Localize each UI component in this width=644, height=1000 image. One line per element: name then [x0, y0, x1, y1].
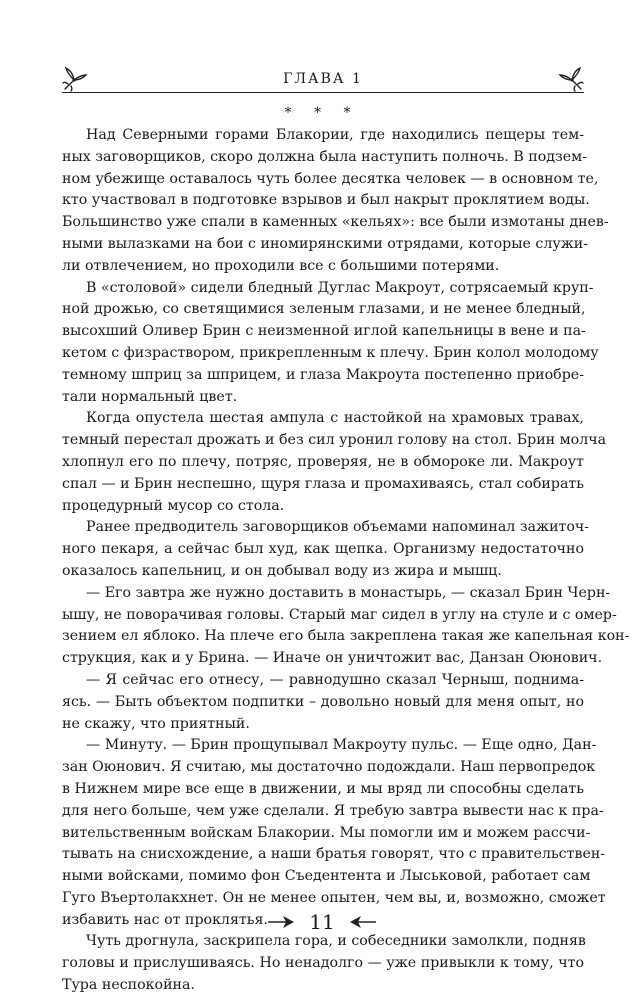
text-line: В «столовой» сидели бледный Дуглас Макроут, сотрясаемый круп-	[86, 279, 594, 296]
text-line: — Я сейчас его отнесу, — равнодушно сказал Черныш, поднима-	[86, 671, 584, 688]
text-line: оказалось капельниц, и он добывал воду из жира и мышц.	[62, 562, 502, 579]
text-line: темный перестал дрожать и без сил уронил голову на стол. Брин молча	[62, 432, 607, 449]
text-line: ясь. — Быть объектом подпитки – довольно новый для меня опыт, но	[62, 693, 584, 710]
page-footer	[0, 910, 644, 936]
text-line: тали нормальный цвет.	[62, 388, 238, 405]
text-line: вительственным войскам Блакории. Мы помогли им и можем рассчи-	[62, 824, 591, 841]
text-line: Когда опустела шестая ампула с настойкой на храмовых травах,	[86, 410, 584, 427]
text-line: струкция, как и у Брина. — Иначе он уничтожит вас, Данзан Оюнович.	[62, 650, 603, 667]
text-line: зан Оюнович. Я считаю, мы достаточно подождали. Наш первопредок	[62, 759, 596, 776]
text-line: Гуго Въертолакхнет. Он не менее опытен, чем вы, и, возможно, сможет	[62, 889, 606, 906]
text-line: для него больше, чем уже сделали. Я требую завтра вывести нас к пра-	[62, 802, 604, 819]
arrow-right-icon	[267, 915, 295, 929]
text-line: спал — и Брин неспешно, щуря глаза и промахиваясь, стал собирать	[62, 475, 584, 492]
running-header	[62, 66, 584, 92]
text-line: ных заговорщиков, скоро должна была наступить полночь. В подзем-	[62, 148, 587, 165]
text-line: зением ел яблоко. На плече его была закреплена такая же капельная кон-	[62, 628, 630, 645]
body-text	[62, 125, 630, 997]
chapter-title: ГЛАВА 1	[283, 71, 363, 87]
text-line: ном убежище оставалось чуть более десятка человек — в основном те,	[62, 170, 599, 187]
text-line: головы и прислушиваясь. Но ненадолго — уже привыкли к тому, что	[62, 955, 584, 972]
text-line: ными войсками, помимо фон Съедентента и Лыськовой, работает сам	[62, 868, 591, 885]
text-line: не скажу, что приятный.	[62, 715, 250, 732]
text-line: высохший Оливер Брин с неизменной иглой капельницы в вене и па-	[62, 323, 586, 340]
text-line: избавить нас от проклятья.	[62, 911, 268, 928]
text-line: тывать на снисхождение, а наши братья говорят, что с правительствен-	[62, 846, 606, 863]
text-line: хлопнул его по плечу, потряс, проверяя, не в обмороке ли. Макроут	[62, 453, 584, 470]
floral-ornament-icon	[558, 66, 584, 92]
arrow-left-icon	[349, 915, 377, 929]
text-line: ной дрожью, со светящимися зеленым глазами, и не менее бледный,	[62, 301, 586, 318]
section-separator: * * *	[284, 105, 360, 121]
text-line: ышу, не поворачивая головы. Старый маг сидел в углу на стуле и с омер-	[62, 606, 617, 623]
text-line: Над Северными горами Блакории, где находились пещеры тем-	[86, 127, 584, 143]
text-line: Ранее предводитель заговорщиков объемами напоминал зажиточ-	[86, 519, 590, 536]
text-line: ли отвлечением, но проходили все с большими потерями.	[62, 257, 500, 274]
text-line: темному шприц за шприцем, и глаза Макроута постепенно приобре-	[62, 366, 584, 383]
text-line: кто участвовал в подготовке взрывов и был накрыт проклятием воды.	[62, 192, 590, 209]
text-line: Чуть дрогнула, заскрипела гора, и собеседники замолкли, подняв	[86, 933, 586, 950]
text-line: процедурный мусор со стола.	[62, 497, 285, 514]
text-line: ными вылазками на бои с иномирянскими отрядами, которые служи-	[62, 235, 589, 252]
text-line: Тура неспокойна.	[62, 977, 195, 994]
page-number: 11	[309, 910, 335, 934]
text-line: Большинство уже спали в каменных «кельях»: все были измотаны днев-	[62, 214, 609, 231]
text-line: кетом с физраствором, прикрепленным к плечу. Брин колол молодому	[62, 344, 599, 361]
text-line: ного пекаря, а сейчас был худ, как щепка. Организму недостаточно	[62, 541, 584, 558]
text-line: — Его завтра же нужно доставить в монастырь, — сказал Брин Черн-	[86, 584, 611, 601]
text-line: в Нижнем мире все еще в движении, и мы вряд ли способны сделать	[62, 780, 584, 797]
header-rule	[62, 92, 584, 93]
text-line: — Минуту. — Брин прощупывал Макроуту пульс. — Еще одно, Дан-	[86, 737, 597, 754]
